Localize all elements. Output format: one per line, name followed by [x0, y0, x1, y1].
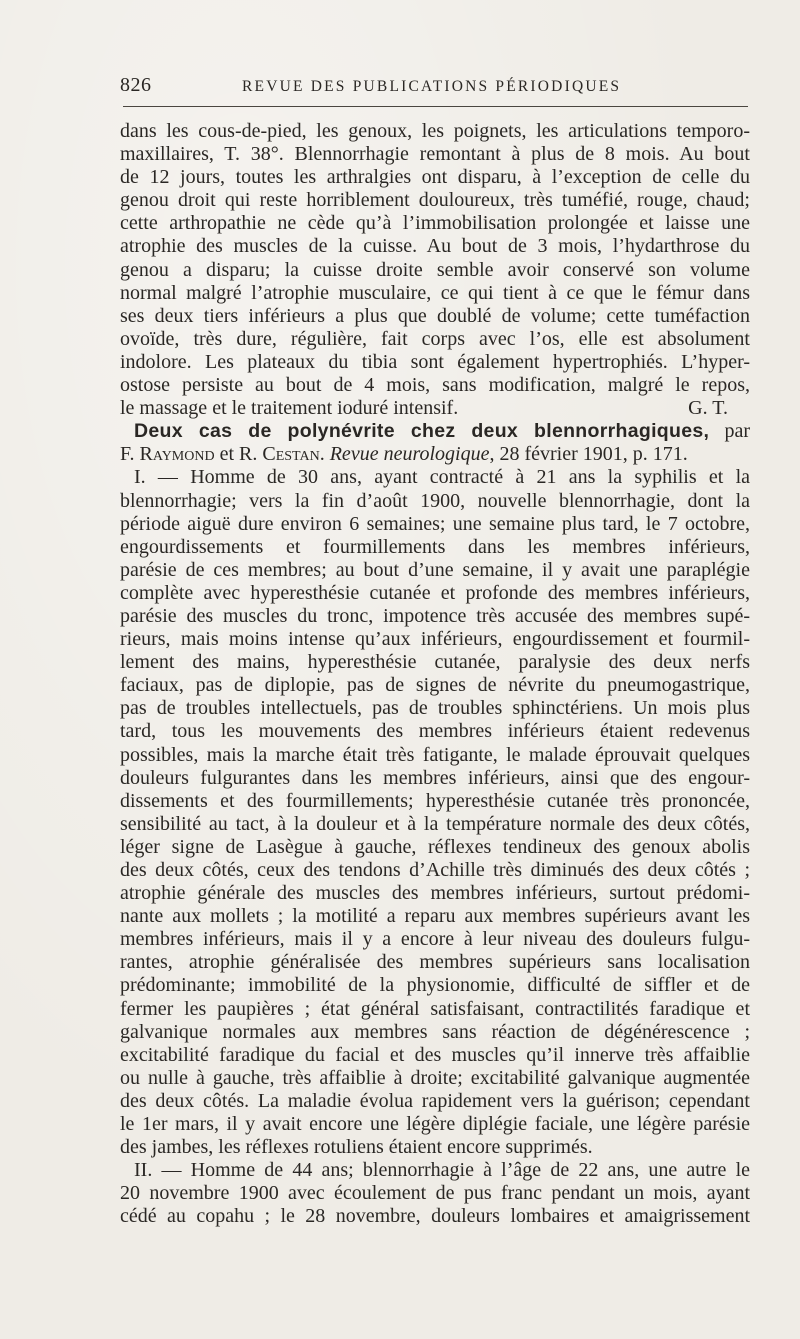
text-line: fermer les paupières ; état général satisfaisant, contractilités faradique et: [120, 997, 750, 1020]
text-line: des jambes, les réflexes rotuliens étaient encore supprimés.: [120, 1136, 593, 1159]
case-two-paragraph: [120, 1159, 750, 1228]
text-line: normal malgré l’atrophie musculaire, ce qui tient à ce que le fémur dans: [120, 281, 750, 304]
text-line: prédominante; immobilité de la physionomie, difficulté de siffler et de: [120, 974, 750, 997]
text-line: des deux côtés. La maladie évolua rapidement vers la guérison; cependant: [120, 1089, 750, 1112]
text-line: maxillaires, T. 38°. Blennorrhagie remontant à plus de 8 mois. Au bout: [120, 143, 750, 166]
text-line: excitabilité faradique du facial et des muscles qu’il innerve très affaiblie: [120, 1043, 750, 1066]
article-citation-line: [120, 443, 750, 466]
text-line: galvanique normales aux membres sans réaction de dégénérescence ;: [120, 1020, 750, 1043]
author-initial: F.: [120, 443, 140, 466]
running-head: REVUE DES PUBLICATIONS PÉRIODIQUES: [242, 78, 622, 95]
text-line: période aiguë dure environ 6 semaines; une semaine plus tard, le 7 octobre,: [120, 512, 750, 535]
paragraph-gt-review: [120, 120, 750, 420]
text-line: nante aux mollets ; la motilité a reparu aux membres supérieurs avant les: [120, 905, 750, 928]
text-line: sensibilité au tact, à la douleur et à la température normale des deux côtés,: [120, 812, 750, 835]
text-line: tard, tous les mouvements des membres inférieurs étaient redevenus: [120, 720, 750, 743]
author-cestan: Cestan: [262, 443, 320, 466]
text-line-with-signature: [120, 397, 750, 420]
text-line: atrophie générale des muscles des membres inférieurs, surtout prédomi-: [120, 882, 750, 905]
journal-name: Revue neurologique: [329, 443, 490, 466]
text-line: membres inférieurs, mais il y a encore à leur niveau des douleurs fulgu-: [120, 928, 750, 951]
text-line: possibles, mais la marche était très fatigante, le malade éprouvait quelques: [120, 743, 750, 766]
text-line: le 1er mars, il y avait encore une légère diplégie faciale, une légère parésie: [120, 1113, 750, 1136]
article-title-line: [120, 420, 750, 443]
text-line: parésie de ces membres; au bout d’une semaine, il y avait une paraplégie: [120, 558, 750, 581]
article-title: Deux cas de polynévrite chez deux blennorrhagiques,: [134, 420, 710, 443]
text-line: blennorrhagie; vers la fin d’août 1900, nouvelle blennorrhagie, dont la: [120, 489, 750, 512]
case-one-paragraph: [120, 466, 750, 1159]
text-line: engourdissements et fourmillements dans les membres inférieurs,: [120, 535, 750, 558]
author-dot: .: [319, 443, 330, 466]
text-line-end: le massage et le traitement ioduré intensif.: [120, 397, 459, 420]
page-number: 826: [120, 74, 152, 96]
reviewer-initials: G. T.: [688, 397, 728, 420]
text-line: I. — Homme de 30 ans, ayant contracté à 21 ans la syphilis et la: [134, 466, 750, 489]
text-line: genou droit qui reste horriblement douloureux, très tuméfié, rouge, chaud;: [120, 189, 750, 212]
text-line: des deux côtés, ceux des tendons d’Achille très diminués des deux côtés ;: [120, 859, 750, 881]
text-line: ovoïde, très dure, régulière, fait corps avec l’os, elle est absolument: [120, 327, 750, 350]
article-heading: [120, 420, 750, 466]
text-line: rantes, atrophie généralisée des membres supérieurs sans localisation: [120, 951, 750, 974]
text-line: atrophie des muscles de la cuisse. Au bout de 3 mois, l’hydarthrose du: [120, 235, 750, 258]
text-line: pas de troubles intellectuels, pas de troubles sphinctériens. Un mois plus: [120, 697, 750, 720]
text-line: dissements et des fourmillements; hyperesthésie cutanée très prononcée,: [120, 789, 750, 812]
text-line: ou nulle à gauche, très affaiblie à droite; excitabilité galvanique augmentée: [120, 1066, 750, 1089]
text-line: complète avec hyperesthésie cutanée et profonde des membres inférieurs,: [120, 581, 750, 604]
author-raymond: Raymond: [139, 443, 215, 466]
text-line: cédé au copahu ; le 28 novembre, douleurs lombaires et amaigrissement: [120, 1205, 750, 1228]
header-rule: [123, 106, 748, 107]
text-line: genou a disparu; la cuisse droite semble avoir conservé son volume: [120, 258, 750, 281]
text-line: II. — Homme de 44 ans; blennorrhagie à l’âge de 22 ans, une autre le: [134, 1159, 750, 1182]
body-text: [120, 120, 750, 1229]
text-line: léger signe de Lasègue à gauche, réflexes tendineux des genoux abolis: [120, 835, 750, 858]
text-line: douleurs fulgurantes dans les membres inférieurs, ainsi que des engour-: [120, 766, 750, 789]
text-line: faciaux, pas de diplopie, pas de signes de névrite du pneumogastrique,: [120, 674, 750, 697]
text-line: 20 novembre 1900 avec écoulement de pus franc pendant un mois, ayant: [120, 1182, 750, 1205]
text-line: ostose persiste au bout de 4 mois, sans modification, malgré le repos,: [120, 374, 750, 397]
text-line: dans les cous-de-pied, les genoux, les poignets, les articulations temporo-: [120, 120, 750, 142]
citation-details: , 28 février 1901, p. 171.: [489, 443, 688, 466]
text-line: lement des mains, hyperesthésie cutanée, paralysie des deux nerfs: [120, 651, 750, 674]
text-line: rieurs, mais moins intense qu’aux inférieurs, engourdissement et fourmil-: [120, 628, 750, 651]
text-line: cette arthropathie ne cède qu’à l’immobilisation prolongée et laisse une: [120, 212, 750, 235]
text-line: ses deux tiers inférieurs a plus que doublé de volume; cette tuméfaction: [120, 304, 750, 327]
author-connector: et R.: [214, 443, 263, 466]
article-title-by: par: [709, 420, 750, 443]
text-line: parésie des muscles du tronc, impotence très accusée des membres supé-: [120, 604, 750, 627]
text-line: indolore. Les plateaux du tibia sont également hypertrophiés. L’hyper-: [120, 350, 750, 373]
text-line: de 12 jours, toutes les arthralgies ont disparu, à l’exception de celle du: [120, 166, 750, 189]
